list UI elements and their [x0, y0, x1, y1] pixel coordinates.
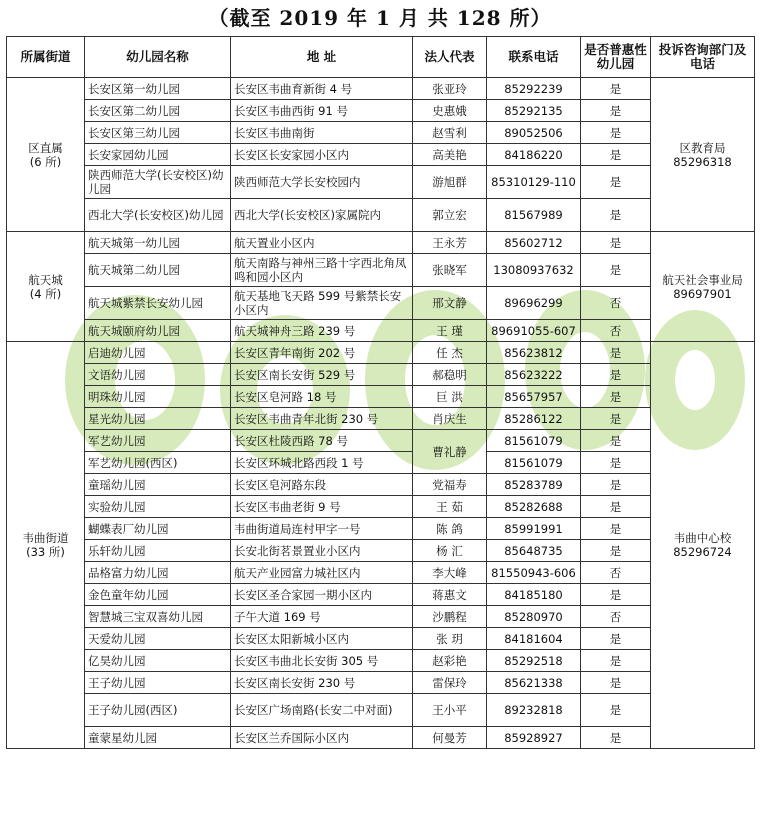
legal-rep-cell: 肖庆生 — [413, 408, 487, 430]
legal-rep-cell: 赵雪利 — [413, 122, 487, 144]
table-row — [7, 727, 755, 749]
public-benefit-cell: 是 — [581, 694, 651, 727]
kindergarten-name: 军艺幼儿园 — [85, 430, 231, 452]
address-cell: 长安区韦曲南街 — [231, 122, 413, 144]
address-cell: 子午大道 169 号 — [231, 606, 413, 628]
public-benefit-cell: 是 — [581, 78, 651, 100]
address-cell: 长安区韦曲青年北街 230 号 — [231, 408, 413, 430]
table-row — [7, 122, 755, 144]
legal-rep-cell: 任 杰 — [413, 342, 487, 364]
phone-cell: 85657957 — [487, 386, 581, 408]
public-benefit-cell: 是 — [581, 100, 651, 122]
phone-cell: 84186220 — [487, 144, 581, 166]
public-benefit-cell: 是 — [581, 430, 651, 452]
table-row — [7, 342, 755, 364]
public-benefit-cell: 否 — [581, 606, 651, 628]
table-row — [7, 496, 755, 518]
address-cell: 长安区长安家园小区内 — [231, 144, 413, 166]
phone-cell: 81550943-606 — [487, 562, 581, 584]
address-cell: 长安区韦曲老街 9 号 — [231, 496, 413, 518]
address-cell: 长安区韦曲育新街 4 号 — [231, 78, 413, 100]
legal-rep-cell: 党福寿 — [413, 474, 487, 496]
phone-cell: 85621338 — [487, 672, 581, 694]
kindergarten-name: 金色童年幼儿园 — [85, 584, 231, 606]
kindergarten-name: 长安区第三幼儿园 — [85, 122, 231, 144]
legal-rep-cell: 张亚玲 — [413, 78, 487, 100]
table-row — [7, 408, 755, 430]
phone-cell: 85292518 — [487, 650, 581, 672]
col-header-phone: 联系电话 — [487, 37, 581, 78]
legal-rep-cell: 张晓军 — [413, 254, 487, 287]
table-row — [7, 254, 755, 287]
header-row — [7, 37, 755, 78]
address-cell: 长安区兰乔国际小区内 — [231, 727, 413, 749]
legal-rep-cell: 曹礼静 — [413, 430, 487, 474]
address-cell: 航天城神舟三路 239 号 — [231, 320, 413, 342]
kindergarten-name: 实验幼儿园 — [85, 496, 231, 518]
phone-cell: 85928927 — [487, 727, 581, 749]
table-row — [7, 166, 755, 199]
address-cell: 航天基地飞天路 599 号紫禁长安小区内 — [231, 287, 413, 320]
table-row — [7, 540, 755, 562]
table-row — [7, 452, 755, 474]
phone-cell: 85602712 — [487, 232, 581, 254]
street-cell: 区直属 (6 所) — [7, 78, 85, 232]
kindergarten-name: 长安区第二幼儿园 — [85, 100, 231, 122]
phone-cell: 85292135 — [487, 100, 581, 122]
address-cell: 长安区圣合家园一期小区内 — [231, 584, 413, 606]
table-row — [7, 474, 755, 496]
legal-rep-cell: 王永芳 — [413, 232, 487, 254]
table-body — [7, 78, 755, 749]
address-cell: 长安区广场南路(长安二中对面) — [231, 694, 413, 727]
address-cell: 长安区杜陵西路 78 号 — [231, 430, 413, 452]
kindergarten-name: 文语幼儿园 — [85, 364, 231, 386]
kindergarten-name: 智慧城三宝双喜幼儿园 — [85, 606, 231, 628]
kindergarten-name: 乐轩幼儿园 — [85, 540, 231, 562]
table-row — [7, 628, 755, 650]
table-row — [7, 287, 755, 320]
table-row — [7, 364, 755, 386]
public-benefit-cell: 是 — [581, 342, 651, 364]
phone-cell: 85623812 — [487, 342, 581, 364]
table-row — [7, 562, 755, 584]
legal-rep-cell: 邢文静 — [413, 287, 487, 320]
kindergarten-name: 品格富力幼儿园 — [85, 562, 231, 584]
phone-cell: 85283789 — [487, 474, 581, 496]
legal-rep-cell: 何曼芳 — [413, 727, 487, 749]
table-row — [7, 694, 755, 727]
address-cell: 长安区皂河路东段 — [231, 474, 413, 496]
phone-cell: 85282688 — [487, 496, 581, 518]
legal-rep-cell: 游旭群 — [413, 166, 487, 199]
public-benefit-cell: 是 — [581, 166, 651, 199]
phone-cell: 13080937632 — [487, 254, 581, 287]
public-benefit-cell: 是 — [581, 474, 651, 496]
legal-rep-cell: 雷保玲 — [413, 672, 487, 694]
phone-cell: 85991991 — [487, 518, 581, 540]
phone-cell: 84185180 — [487, 584, 581, 606]
legal-rep-cell: 巨 洪 — [413, 386, 487, 408]
address-cell: 航天置业小区内 — [231, 232, 413, 254]
public-benefit-cell: 是 — [581, 122, 651, 144]
legal-rep-cell: 王 茹 — [413, 496, 487, 518]
address-cell: 长安区青年南街 202 号 — [231, 342, 413, 364]
col-header-street: 所属街道 — [7, 37, 85, 78]
table-row — [7, 232, 755, 254]
legal-rep-cell: 史惠娥 — [413, 100, 487, 122]
complaint-dept-cell: 韦曲中心校 85296724 — [651, 342, 755, 749]
phone-cell: 85310129-110 — [487, 166, 581, 199]
legal-rep-cell: 张 玥 — [413, 628, 487, 650]
public-benefit-cell: 是 — [581, 496, 651, 518]
kindergarten-name: 航天城颐府幼儿园 — [85, 320, 231, 342]
kindergarten-name: 军艺幼儿园(西区) — [85, 452, 231, 474]
col-header-complaint: 投诉咨询部门及电话 — [651, 37, 755, 78]
table-row — [7, 430, 755, 452]
street-cell: 韦曲街道 (33 所) — [7, 342, 85, 749]
public-benefit-cell: 是 — [581, 232, 651, 254]
legal-rep-cell: 高美艳 — [413, 144, 487, 166]
public-benefit-cell: 是 — [581, 452, 651, 474]
complaint-dept-cell: 区教育局 85296318 — [651, 78, 755, 232]
address-cell: 长安区太阳新城小区内 — [231, 628, 413, 650]
table-row — [7, 584, 755, 606]
table-row — [7, 650, 755, 672]
public-benefit-cell: 否 — [581, 320, 651, 342]
kindergarten-name: 长安家园幼儿园 — [85, 144, 231, 166]
phone-cell: 81567989 — [487, 199, 581, 232]
phone-cell: 81561079 — [487, 430, 581, 452]
kindergarten-name: 蝴蝶表厂幼儿园 — [85, 518, 231, 540]
public-benefit-cell: 是 — [581, 364, 651, 386]
complaint-dept-cell: 航天社会事业局 89697901 — [651, 232, 755, 342]
phone-cell: 89052506 — [487, 122, 581, 144]
public-benefit-cell: 是 — [581, 628, 651, 650]
phone-cell: 85280970 — [487, 606, 581, 628]
public-benefit-cell: 是 — [581, 199, 651, 232]
kindergarten-name: 童蒙星幼儿园 — [85, 727, 231, 749]
kindergarten-name: 星光幼儿园 — [85, 408, 231, 430]
kindergarten-name: 天爱幼儿园 — [85, 628, 231, 650]
table-row — [7, 100, 755, 122]
legal-rep-cell: 杨 汇 — [413, 540, 487, 562]
legal-rep-cell: 陈 鸽 — [413, 518, 487, 540]
public-benefit-cell: 是 — [581, 672, 651, 694]
public-benefit-cell: 否 — [581, 287, 651, 320]
kindergarten-table — [6, 36, 755, 749]
legal-rep-cell: 郝稳明 — [413, 364, 487, 386]
address-cell: 陕西师范大学长安校园内 — [231, 166, 413, 199]
address-cell: 长安北街茗景置业小区内 — [231, 540, 413, 562]
kindergarten-name: 陕西师范大学(长安校区)幼儿园 — [85, 166, 231, 199]
public-benefit-cell: 是 — [581, 650, 651, 672]
kindergarten-name: 长安区第一幼儿园 — [85, 78, 231, 100]
address-cell: 长安区韦曲西街 91 号 — [231, 100, 413, 122]
col-header-public: 是否普惠性幼儿园 — [581, 37, 651, 78]
phone-cell: 89696299 — [487, 287, 581, 320]
kindergarten-name: 启迪幼儿园 — [85, 342, 231, 364]
legal-rep-cell: 王 瑾 — [413, 320, 487, 342]
table-row — [7, 78, 755, 100]
public-benefit-cell: 是 — [581, 584, 651, 606]
address-cell: 长安区韦曲北长安街 305 号 — [231, 650, 413, 672]
phone-cell: 84181604 — [487, 628, 581, 650]
phone-cell: 85648735 — [487, 540, 581, 562]
phone-cell: 81561079 — [487, 452, 581, 474]
col-header-address: 地 址 — [231, 37, 413, 78]
table-row — [7, 518, 755, 540]
legal-rep-cell: 沙鹏程 — [413, 606, 487, 628]
legal-rep-cell: 郭立宏 — [413, 199, 487, 232]
address-cell: 西北大学(长安校区)家属院内 — [231, 199, 413, 232]
address-cell: 航天产业园富力城社区内 — [231, 562, 413, 584]
col-header-name: 幼儿园名称 — [85, 37, 231, 78]
kindergarten-name: 王子幼儿园(西区) — [85, 694, 231, 727]
address-cell: 长安区环城北路西段 1 号 — [231, 452, 413, 474]
legal-rep-cell: 赵彩艳 — [413, 650, 487, 672]
table-row — [7, 199, 755, 232]
address-cell: 长安区南长安街 529 号 — [231, 364, 413, 386]
public-benefit-cell: 是 — [581, 540, 651, 562]
public-benefit-cell: 是 — [581, 386, 651, 408]
phone-cell: 85286122 — [487, 408, 581, 430]
legal-rep-cell: 李大峰 — [413, 562, 487, 584]
legal-rep-cell: 王小平 — [413, 694, 487, 727]
kindergarten-name: 西北大学(长安校区)幼儿园 — [85, 199, 231, 232]
table-row — [7, 672, 755, 694]
public-benefit-cell: 是 — [581, 144, 651, 166]
public-benefit-cell: 是 — [581, 254, 651, 287]
kindergarten-name: 王子幼儿园 — [85, 672, 231, 694]
table-row — [7, 144, 755, 166]
phone-cell: 89232818 — [487, 694, 581, 727]
table-row — [7, 320, 755, 342]
table-row — [7, 606, 755, 628]
kindergarten-name: 亿昊幼儿园 — [85, 650, 231, 672]
table-row — [7, 386, 755, 408]
address-cell: 航天南路与神州三路十字西北角凤鸣和园小区内 — [231, 254, 413, 287]
public-benefit-cell: 是 — [581, 408, 651, 430]
kindergarten-name: 航天城紫禁长安幼儿园 — [85, 287, 231, 320]
legal-rep-cell: 蒋惠文 — [413, 584, 487, 606]
phone-cell: 85292239 — [487, 78, 581, 100]
public-benefit-cell: 是 — [581, 727, 651, 749]
kindergarten-name: 航天城第一幼儿园 — [85, 232, 231, 254]
public-benefit-cell: 是 — [581, 518, 651, 540]
phone-cell: 85623222 — [487, 364, 581, 386]
kindergarten-name: 航天城第二幼儿园 — [85, 254, 231, 287]
address-cell: 长安区皂河路 18 号 — [231, 386, 413, 408]
col-header-rep: 法人代表 — [413, 37, 487, 78]
document-title: （截至 2019 年 1 月 共 128 所） — [208, 6, 552, 30]
address-cell: 长安区南长安街 230 号 — [231, 672, 413, 694]
address-cell: 韦曲街道局连村甲字一号 — [231, 518, 413, 540]
public-benefit-cell: 否 — [581, 562, 651, 584]
street-cell: 航天城 (4 所) — [7, 232, 85, 342]
kindergarten-name: 童瑶幼儿园 — [85, 474, 231, 496]
kindergarten-name: 明珠幼儿园 — [85, 386, 231, 408]
phone-cell: 89691055-607 — [487, 320, 581, 342]
